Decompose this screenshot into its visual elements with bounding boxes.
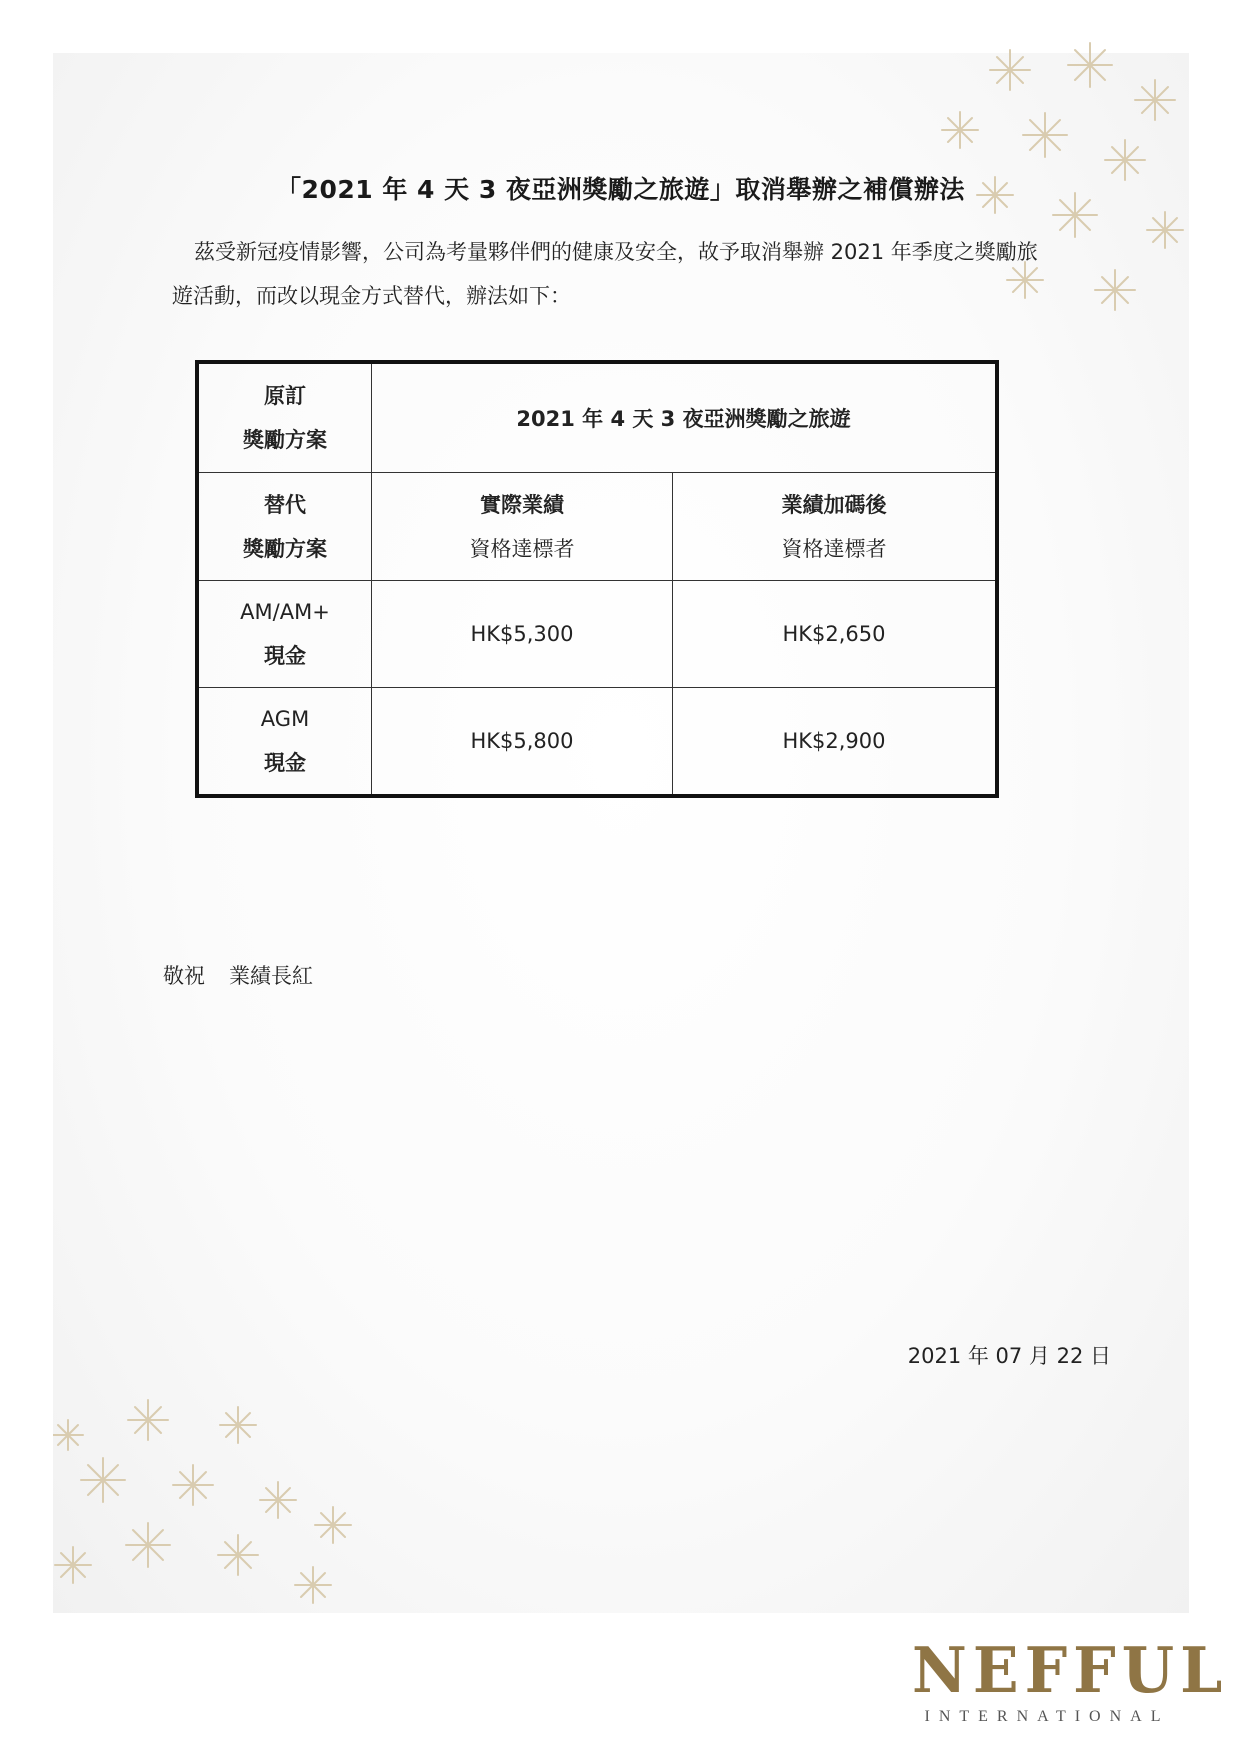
- alternative-plan-label-line1: 替代: [264, 492, 306, 517]
- logo-subtitle: INTERNATIONAL: [924, 1708, 1170, 1725]
- original-plan-label-line2: 獎勵方案: [243, 428, 327, 452]
- column-header-actual: [372, 473, 673, 581]
- decorative-star-pattern-bottom-left: [53, 1395, 373, 1610]
- column-bonus-subtitle: 資格達標者: [781, 536, 887, 561]
- bonus-amount-cell: HK$2,900: [673, 688, 998, 797]
- compensation-table: [195, 360, 999, 798]
- intro-line-1: 茲受新冠疫情影響，公司為考量夥伴們的健康及安全，故予取消舉辦 2021 年季度之獎勵旅: [194, 240, 1038, 264]
- rank-cell: [197, 581, 372, 688]
- intro-paragraph: [172, 230, 1112, 318]
- bonus-amount-cell: HK$2,650: [673, 581, 998, 688]
- reward-type: 現金: [264, 751, 306, 775]
- original-plan-value: 2021 年 4 天 3 夜亞洲獎勵之旅遊: [372, 362, 998, 473]
- actual-amount-cell: HK$5,300: [372, 581, 673, 688]
- rank-name: AM/AM+: [240, 600, 330, 624]
- reward-type: 現金: [264, 644, 306, 668]
- column-actual-title: 實際業績: [480, 492, 564, 517]
- original-plan-label: [197, 362, 372, 473]
- column-header-bonus: [673, 473, 998, 581]
- column-bonus-title: 業績加碼後: [781, 492, 887, 517]
- original-plan-label-line1: 原訂: [264, 384, 306, 408]
- column-actual-subtitle: 資格達標者: [469, 536, 575, 561]
- closing-salutation: [163, 960, 313, 990]
- table-row: [197, 688, 997, 797]
- alternative-plan-label: [197, 473, 372, 581]
- alternative-plan-label-line2: 獎勵方案: [243, 536, 327, 561]
- closing-greeting: 敬祝: [163, 964, 205, 988]
- document-date: 2021 年 07 月 22 日: [907, 1344, 1111, 1368]
- intro-line-2: 遊活動，而改以現金方式替代，辦法如下：: [172, 284, 571, 308]
- rank-cell: [197, 688, 372, 797]
- document-title: 「2021 年 4 天 3 夜亞洲獎勵之旅遊」取消舉辦之補償辦法: [276, 175, 965, 204]
- closing-wish: 業績長紅: [229, 964, 313, 988]
- table-row-original-plan: [197, 362, 997, 473]
- company-logo: [912, 1634, 1229, 1726]
- rank-name: AGM: [260, 707, 310, 731]
- table-row: [197, 581, 997, 688]
- table-row-alternative-header: [197, 473, 997, 581]
- actual-amount-cell: HK$5,800: [372, 688, 673, 797]
- logo-wordmark: NEFFUL: [912, 1634, 1229, 1708]
